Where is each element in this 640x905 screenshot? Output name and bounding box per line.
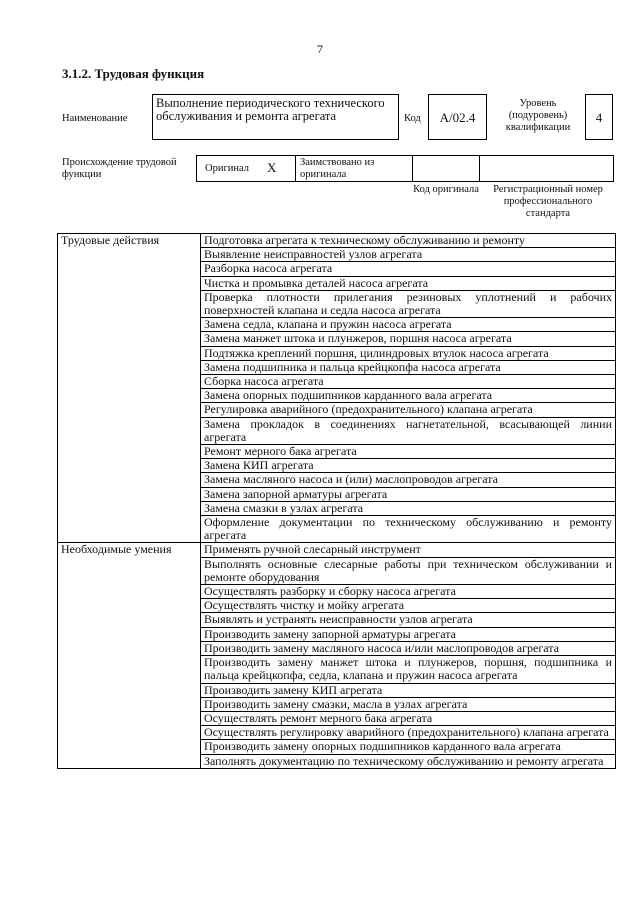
labor-action-item: Подготовка агрегата к техническому обслуживанию и ремонту: [201, 234, 616, 248]
level-value: 4: [585, 94, 613, 140]
labor-action-item: Подтяжка креплений поршня, цилиндровых втулок насоса агрегата: [201, 346, 616, 360]
labor-action-item: Регулировка аварийного (предохранительного) клапана агрегата: [201, 403, 616, 417]
labor-action-item: Замена манжет штока и плунжеров, поршня насоса агрегата: [201, 332, 616, 346]
required-skill-item: Осуществлять регулировку аварийного (предохранительного) клапана агрегата: [201, 726, 616, 740]
required-skill-item: Заполнять документацию по техническому обслуживанию и ремонту агрегата: [201, 754, 616, 768]
original-mark: X: [267, 160, 277, 175]
labor-action-item: Замена смазки в узлах агрегата: [201, 501, 616, 515]
labor-action-item: Проверка плотности прилегания резиновых уплотнений и рабочих поверхностей клапана и седла насоса агрегата: [201, 290, 616, 317]
labor-action-item: Сборка насоса агрегата: [201, 375, 616, 389]
labor-function-table: [57, 233, 616, 769]
labor-action-item: Замена подшипника и пальца крейцкопфа насоса агрегата: [201, 360, 616, 374]
original-label: Оригинал: [205, 163, 249, 174]
required-skill-item: Производить замену опорных подшипников карданного вала агрегата: [201, 740, 616, 754]
required-skill-item: Выполнять основные слесарные работы при техническом обслуживании и ремонте оборудования: [201, 557, 616, 584]
required-skill-item: Производить замену манжет штока и плунжеров, поршня, подшипника и пальца крейцкопфа, седла, клапана и пружин насоса агрегата: [201, 656, 616, 683]
code-value: A/02.4: [428, 94, 487, 140]
function-name: Выполнение периодического технического обслуживания и ремонта агрегата: [152, 94, 399, 140]
section-title: 3.1.2. Трудовая функция: [62, 66, 205, 81]
origin-label: Происхождение трудовой функции: [62, 157, 177, 180]
name-label: Наименование: [62, 113, 128, 124]
labor-action-item: Выявление неисправностей узлов агрегата: [201, 248, 616, 262]
required-skill-item: Производить замену масляного насоса и/или маслопроводов агрегата: [201, 641, 616, 655]
required-skill-item: Производить замену смазки, масла в узлах агрегата: [201, 697, 616, 711]
required-skill-item: Осуществлять разборку и сборку насоса агрегата: [201, 585, 616, 599]
code-label: Код: [404, 113, 421, 124]
labor-action-item: Замена запорной арматуры агрегата: [201, 487, 616, 501]
page-number: 7: [317, 42, 323, 56]
required-skill-item: Выявлять и устранять неисправности узлов агрегата: [201, 613, 616, 627]
level-label: Уровень (подуровень) квалификации: [505, 98, 571, 133]
required-skill-item: Производить замену КИП агрегата: [201, 683, 616, 697]
origin-divider-2: [412, 155, 413, 182]
code-original-label: Код оригинала: [413, 184, 479, 195]
required-skill-row: [58, 543, 616, 557]
labor-action-item: Оформление документации по техническому обслуживанию и ремонту агрегата: [201, 516, 616, 543]
labor-action-item: Замена седла, клапана и пружин насоса агрегата: [201, 318, 616, 332]
required-skill-item: Производить замену запорной арматуры агрегата: [201, 627, 616, 641]
required-skill-item: Осуществлять чистку и мойку агрегата: [201, 599, 616, 613]
reg-number-label: Регистрационный номер профессионального стандарта: [493, 184, 603, 219]
labor-action-item: Замена КИП агрегата: [201, 459, 616, 473]
labor-action-item: Замена масляного насоса и (или) маслопроводов агрегата: [201, 473, 616, 487]
labor-action-category: Трудовые действия: [58, 234, 201, 543]
labor-action-item: Разборка насоса агрегата: [201, 262, 616, 276]
labor-action-item: Замена прокладок в соединениях нагнетательной, всасывающей линии агрегата: [201, 417, 616, 444]
required-skill-category: Необходимые умения: [58, 543, 201, 768]
required-skill-item: Осуществлять ремонт мерного бака агрегата: [201, 711, 616, 725]
labor-action-item: Замена опорных подшипников карданного вала агрегата: [201, 389, 616, 403]
origin-divider-3: [479, 155, 480, 182]
borrowed-label: Заимствовано из оригинала: [300, 157, 375, 180]
labor-action-row: [58, 234, 616, 248]
labor-action-item: Ремонт мерного бака агрегата: [201, 445, 616, 459]
required-skill-item: Применять ручной слесарный инструмент: [201, 543, 616, 557]
origin-divider-1: [295, 155, 296, 182]
labor-action-item: Чистка и промывка деталей насоса агрегата: [201, 276, 616, 290]
